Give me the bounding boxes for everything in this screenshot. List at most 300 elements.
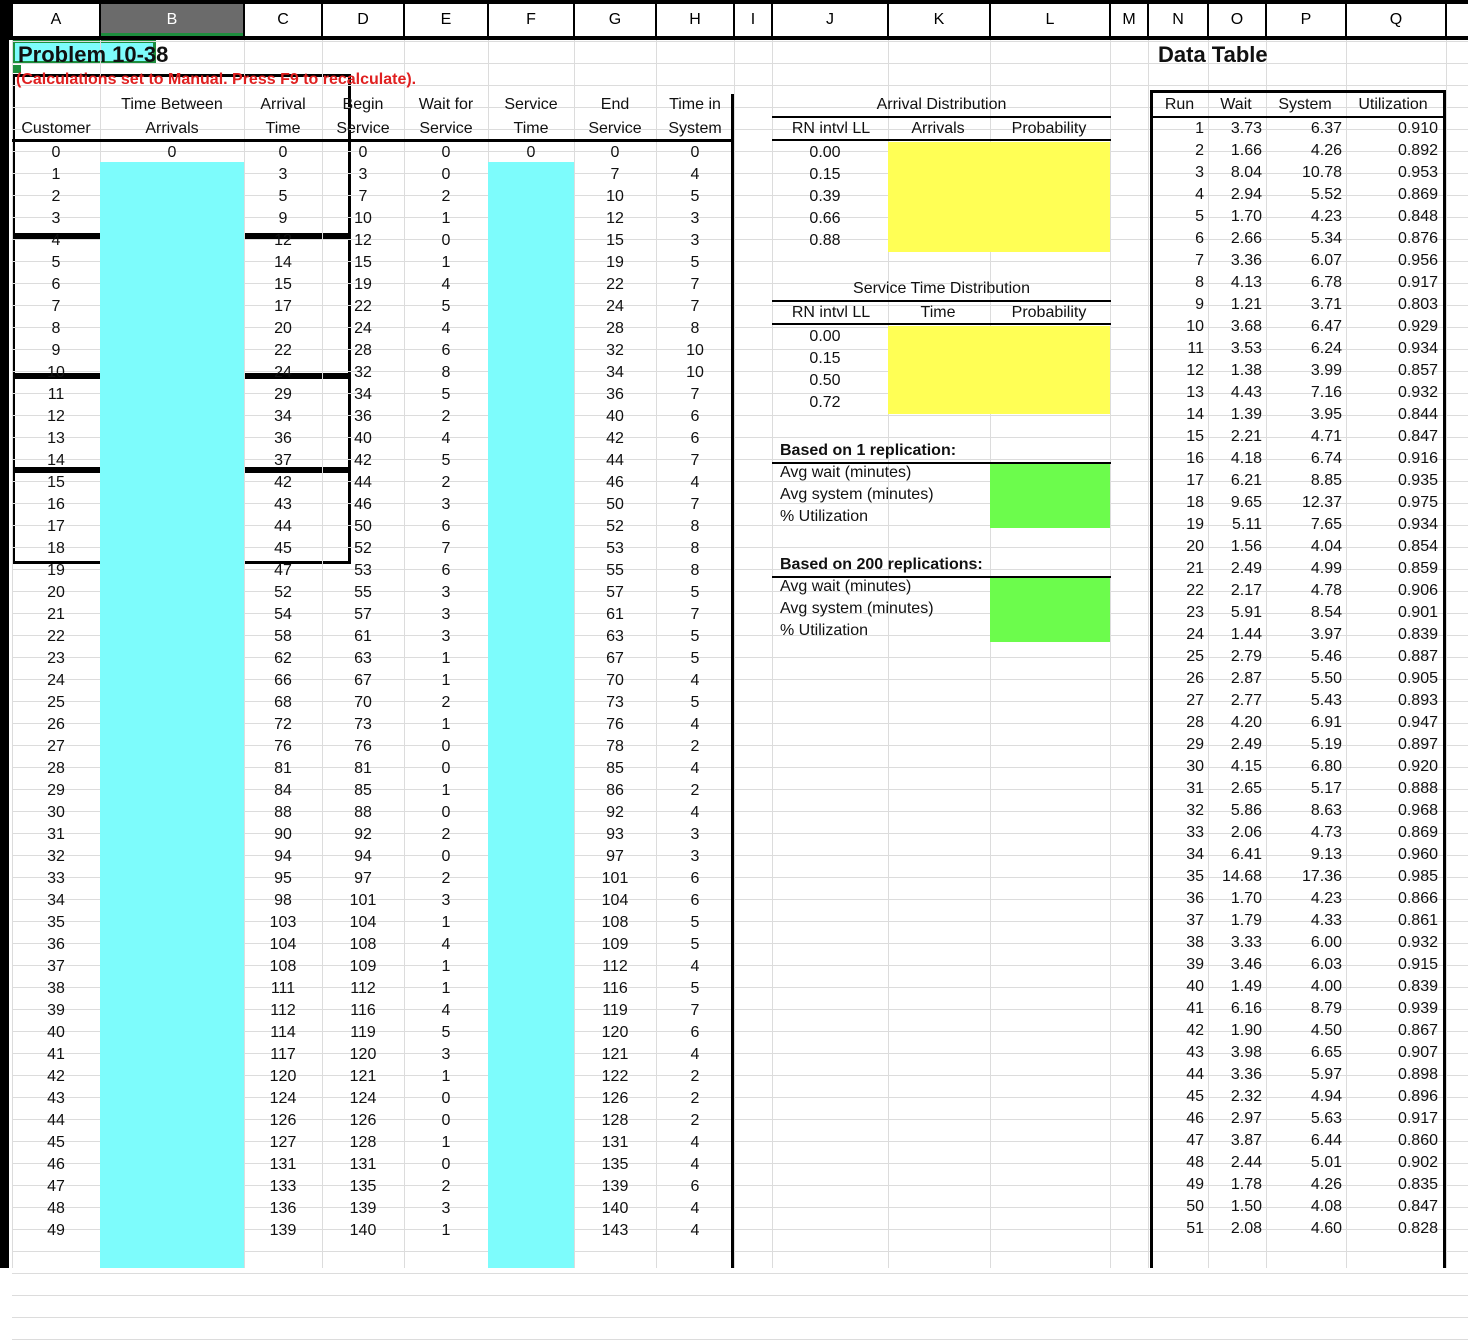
- sim-cell-r39-c3: 116: [350, 1002, 376, 1019]
- arrival-dist-ll-1: 0.15: [809, 166, 841, 183]
- data-table-cell-r8-c0: 9: [1195, 296, 1204, 313]
- data-table-cell-r35-c2: 4.23: [1310, 890, 1342, 907]
- sim-cell-r48-c2: 136: [269, 1200, 297, 1217]
- sim-cell-r17-c0: 17: [47, 518, 65, 535]
- data-table-cell-r10-c1: 3.53: [1230, 340, 1262, 357]
- sim-cell-r9-c4: 6: [441, 342, 451, 359]
- column-header-k[interactable]: K: [889, 4, 989, 36]
- column-header-l[interactable]: L: [991, 4, 1109, 36]
- sim-cell-r13-c3: 40: [354, 430, 372, 447]
- sim-header-bottom-7: System: [668, 120, 722, 137]
- sim-header-top-1: Time Between: [121, 96, 223, 113]
- data-table-cell-r36-c1: 1.79: [1230, 912, 1262, 929]
- sim-cell-r30-c0: 30: [47, 804, 65, 821]
- sim-cell-r42-c2: 120: [269, 1068, 297, 1085]
- column-header-p[interactable]: P: [1267, 4, 1345, 36]
- sim-cell-r10-c3: 32: [354, 364, 372, 381]
- column-header-m[interactable]: M: [1111, 4, 1147, 36]
- sim-cell-r11-c6: 36: [606, 386, 624, 403]
- sim-header-bottom-4: Service: [419, 120, 473, 137]
- sim-cell-r1-c7: 4: [690, 166, 700, 183]
- data-table-cell-r1-c1: 1.66: [1230, 142, 1262, 159]
- data-table-cell-r28-c3: 0.897: [1397, 736, 1438, 753]
- sim-cell-r35-c7: 5: [690, 914, 700, 931]
- sim-cell-r8-c6: 28: [606, 320, 624, 337]
- sim-cell-r6-c3: 19: [354, 276, 372, 293]
- data-table-cell-r15-c1: 4.18: [1230, 450, 1262, 467]
- data-table-cell-r20-c0: 21: [1186, 560, 1204, 577]
- arrival-dist-ll-4: 0.88: [809, 232, 841, 249]
- sim-cell-r10-c2: 24: [274, 364, 292, 381]
- sim-cell-r48-c3: 139: [349, 1200, 377, 1217]
- data-table-cell-r32-c1: 2.06: [1230, 824, 1262, 841]
- sim-cell-r16-c2: 43: [274, 496, 292, 513]
- data-table-cell-r38-c3: 0.915: [1397, 956, 1438, 973]
- data-table-cell-r47-c0: 48: [1186, 1154, 1204, 1171]
- data-table-cell-r13-c2: 3.95: [1310, 406, 1342, 423]
- sim-cell-r33-c0: 33: [47, 870, 65, 887]
- column-header-e[interactable]: E: [405, 4, 487, 36]
- data-table-cell-r29-c3: 0.920: [1397, 758, 1438, 775]
- data-table-cell-r27-c1: 4.20: [1230, 714, 1262, 731]
- sim-cell-r23-c3: 63: [354, 650, 372, 667]
- data-table-cell-r28-c2: 5.19: [1310, 736, 1342, 753]
- data-table-cell-r39-c3: 0.839: [1397, 978, 1438, 995]
- sim-cell-r5-c0: 5: [51, 254, 61, 271]
- data-table-header-3: Utilization: [1358, 96, 1428, 113]
- sim-cell-r31-c7: 3: [690, 826, 700, 843]
- sim-cell-r31-c3: 92: [354, 826, 372, 843]
- data-table-cell-r27-c0: 28: [1186, 714, 1204, 731]
- sim-cell-r36-c6: 109: [601, 936, 629, 953]
- sim-cell-r17-c3: 50: [354, 518, 372, 535]
- data-table-cell-r45-c3: 0.917: [1397, 1110, 1438, 1127]
- data-table-cell-r35-c1: 1.70: [1230, 890, 1262, 907]
- sim-cell-r8-c4: 4: [441, 320, 451, 337]
- data-table-cell-r4-c0: 5: [1195, 208, 1204, 225]
- data-table-cell-r22-c2: 8.54: [1310, 604, 1342, 621]
- sim-cell-r3-c7: 3: [690, 210, 700, 227]
- sim-cell-r37-c0: 37: [47, 958, 65, 975]
- sim-header-top-4: Wait for: [418, 96, 474, 113]
- column-header-c[interactable]: C: [245, 4, 321, 36]
- sim-header-top-3: Begin: [342, 96, 384, 113]
- data-table-cell-r43-c1: 3.36: [1230, 1066, 1262, 1083]
- sim-cell-r43-c0: 43: [47, 1090, 65, 1107]
- data-table-cell-r48-c3: 0.835: [1397, 1176, 1438, 1193]
- sim-cell-r14-c6: 44: [606, 452, 624, 469]
- column-header-o[interactable]: O: [1209, 4, 1265, 36]
- sim-cell-r11-c7: 7: [690, 386, 700, 403]
- service-dist-header-2: Probability: [1011, 304, 1087, 321]
- sim-cell-r18-c3: 52: [354, 540, 372, 557]
- data-table-cell-r26-c0: 27: [1186, 692, 1204, 709]
- data-table-cell-r26-c1: 2.77: [1230, 692, 1262, 709]
- sim-cell-r20-c6: 57: [606, 584, 624, 601]
- data-table-cell-r19-c2: 4.04: [1310, 538, 1342, 555]
- sim-cell-r19-c4: 6: [441, 562, 451, 579]
- data-table-cell-r34-c0: 35: [1186, 868, 1204, 885]
- rep1-output-range: [990, 462, 1110, 528]
- data-table-cell-r11-c0: 12: [1186, 362, 1204, 379]
- sim-cell-r10-c7: 10: [686, 364, 704, 381]
- sim-cell-r5-c6: 19: [606, 254, 624, 271]
- data-table-cell-r0-c0: 1: [1195, 120, 1204, 137]
- sim-cell-r19-c7: 8: [690, 562, 700, 579]
- data-table-cell-r48-c1: 1.78: [1230, 1176, 1262, 1193]
- sim-cell-r15-c7: 4: [690, 474, 700, 491]
- service-dist-ll-1: 0.15: [809, 350, 841, 367]
- data-table-cell-r4-c3: 0.848: [1397, 208, 1438, 225]
- data-table-cell-r47-c2: 5.01: [1310, 1154, 1342, 1171]
- sim-cell-r29-c3: 85: [354, 782, 372, 799]
- column-header-n[interactable]: N: [1149, 4, 1207, 36]
- data-table-cell-r47-c1: 2.44: [1230, 1154, 1262, 1171]
- column-header-f[interactable]: F: [489, 4, 573, 36]
- data-table-cell-r5-c2: 5.34: [1310, 230, 1342, 247]
- sim-cell-r3-c4: 1: [441, 210, 451, 227]
- sim-cell-r28-c2: 81: [274, 760, 292, 777]
- rep1-title: Based on 1 replication:: [780, 442, 957, 459]
- sim-cell-r6-c0: 6: [51, 276, 61, 293]
- sim-cell-r23-c4: 1: [441, 650, 451, 667]
- sim-cell-r43-c3: 124: [349, 1090, 377, 1107]
- column-header-a[interactable]: A: [13, 4, 99, 36]
- data-table-cell-r39-c1: 1.49: [1230, 978, 1262, 995]
- data-table-cell-r11-c3: 0.857: [1397, 362, 1438, 379]
- data-table-cell-r8-c3: 0.803: [1397, 296, 1438, 313]
- column-header-j[interactable]: J: [773, 4, 887, 36]
- data-table-cell-r30-c1: 2.65: [1230, 780, 1262, 797]
- sim-cell-r9-c3: 28: [354, 342, 372, 359]
- sim-cell-r20-c7: 5: [690, 584, 700, 601]
- sim-cell-r34-c7: 6: [690, 892, 700, 909]
- sim-cell-r19-c3: 53: [354, 562, 372, 579]
- sim-cell-r48-c6: 140: [601, 1200, 629, 1217]
- data-table-header-2: System: [1278, 96, 1332, 113]
- sim-cell-r22-c4: 3: [441, 628, 451, 645]
- data-table-cell-r34-c1: 14.68: [1221, 868, 1262, 885]
- sim-cell-r17-c2: 44: [274, 518, 292, 535]
- sim-cell-r34-c2: 98: [274, 892, 292, 909]
- data-table-cell-r1-c3: 0.892: [1397, 142, 1438, 159]
- data-table-cell-r17-c1: 9.65: [1230, 494, 1262, 511]
- sim-cell-r7-c3: 22: [354, 298, 372, 315]
- gridline-horizontal: [12, 1317, 1468, 1318]
- sim-cell-r12-c0: 12: [47, 408, 65, 425]
- arrival-dist-ll-3: 0.66: [809, 210, 841, 227]
- sim-cell-r11-c4: 5: [441, 386, 451, 403]
- sim-cell-r19-c6: 55: [606, 562, 624, 579]
- data-table-cell-r24-c3: 0.887: [1397, 648, 1438, 665]
- sim-cell-r4-c7: 3: [690, 232, 700, 249]
- data-table-cell-r44-c3: 0.896: [1397, 1088, 1438, 1105]
- sim-cell-r14-c0: 14: [47, 452, 65, 469]
- sim-cell-r38-c7: 5: [690, 980, 700, 997]
- column-header-g[interactable]: G: [575, 4, 655, 36]
- sim-cell-r20-c0: 20: [47, 584, 65, 601]
- data-table-cell-r17-c0: 18: [1186, 494, 1204, 511]
- sim-cell-r32-c0: 32: [47, 848, 65, 865]
- sim-cell-r47-c0: 47: [47, 1178, 65, 1195]
- data-table-cell-r42-c1: 3.98: [1230, 1044, 1262, 1061]
- data-table-cell-r10-c2: 6.24: [1310, 340, 1342, 357]
- data-table-cell-r19-c3: 0.854: [1397, 538, 1438, 555]
- sim-cell-r1-c2: 3: [278, 166, 288, 183]
- data-table-cell-r27-c2: 6.91: [1310, 714, 1342, 731]
- sim-cell-r18-c6: 53: [606, 540, 624, 557]
- data-table-cell-r21-c2: 4.78: [1310, 582, 1342, 599]
- arrival-dist-ll-0: 0.00: [809, 144, 841, 161]
- data-table-cell-r36-c2: 4.33: [1310, 912, 1342, 929]
- sim-cell-r22-c7: 5: [690, 628, 700, 645]
- data-table-cell-r11-c1: 1.38: [1230, 362, 1262, 379]
- sim-cell-r44-c4: 0: [441, 1112, 451, 1129]
- sim-cell-r49-c2: 139: [269, 1222, 297, 1239]
- sim-cell-r42-c6: 122: [601, 1068, 629, 1085]
- sim-cell-r41-c6: 121: [601, 1046, 629, 1063]
- sim-cell-r46-c2: 131: [269, 1156, 297, 1173]
- sim-cell-r30-c4: 0: [441, 804, 451, 821]
- sim-cell-r16-c4: 3: [441, 496, 451, 513]
- sim-header-top-2: Arrival: [260, 96, 306, 113]
- data-table-cell-r14-c3: 0.847: [1397, 428, 1438, 445]
- data-table-cell-r6-c1: 3.36: [1230, 252, 1262, 269]
- sim-cell-r33-c4: 2: [441, 870, 451, 887]
- sim-cell-r40-c7: 6: [690, 1024, 700, 1041]
- sim-cell-r45-c0: 45: [47, 1134, 65, 1151]
- sim-cell-r35-c6: 108: [601, 914, 629, 931]
- service-dist-ll-3: 0.72: [809, 394, 841, 411]
- service-dist-input-range[interactable]: [888, 326, 1110, 414]
- data-table-cell-r15-c2: 6.74: [1310, 450, 1342, 467]
- data-table-cell-r49-c2: 4.08: [1310, 1198, 1342, 1215]
- sim-cell-r36-c2: 104: [269, 936, 297, 953]
- sim-cell-r26-c7: 4: [690, 716, 700, 733]
- sim-cell-r9-c0: 9: [51, 342, 61, 359]
- sim-cell-r13-c2: 36: [274, 430, 292, 447]
- sim-cell-r14-c3: 42: [354, 452, 372, 469]
- sim-cell-r19-c0: 19: [47, 562, 65, 579]
- sim-cell-r5-c2: 14: [274, 254, 292, 271]
- column-header-h[interactable]: H: [657, 4, 733, 36]
- data-table-cell-r41-c0: 42: [1186, 1022, 1204, 1039]
- data-table-cell-r50-c1: 2.08: [1230, 1220, 1262, 1237]
- data-table-cell-r16-c0: 17: [1186, 472, 1204, 489]
- sim-cell-r5-c7: 5: [690, 254, 700, 271]
- row-header-strip: [0, 40, 9, 1268]
- column-header-bar: [0, 0, 1468, 40]
- data-table-cell-r28-c1: 2.49: [1230, 736, 1262, 753]
- sim-cell-r44-c2: 126: [269, 1112, 297, 1129]
- data-table-cell-r5-c0: 6: [1195, 230, 1204, 247]
- sim-cell-r28-c7: 4: [690, 760, 700, 777]
- sim-cell-r22-c6: 63: [606, 628, 624, 645]
- data-table-cell-r49-c3: 0.847: [1397, 1198, 1438, 1215]
- data-table-cell-r30-c2: 5.17: [1310, 780, 1342, 797]
- sim-cell-r48-c4: 3: [441, 1200, 451, 1217]
- data-table-cell-r11-c2: 3.99: [1310, 362, 1342, 379]
- sim-cell-r31-c4: 2: [441, 826, 451, 843]
- sim-cell-r5-c4: 1: [441, 254, 451, 271]
- data-table-cell-r44-c0: 45: [1186, 1088, 1204, 1105]
- data-table-cell-r48-c2: 4.26: [1310, 1176, 1342, 1193]
- column-header-d[interactable]: D: [323, 4, 403, 36]
- sim-cell-r46-c4: 0: [441, 1156, 451, 1173]
- sim-cell-r22-c3: 61: [354, 628, 372, 645]
- sim-cell-r14-c4: 5: [441, 452, 451, 469]
- sim-cell-r32-c4: 0: [441, 848, 451, 865]
- data-table-cell-r45-c0: 46: [1186, 1110, 1204, 1127]
- sim-cell-r20-c3: 55: [354, 584, 372, 601]
- column-header-b[interactable]: B: [101, 4, 243, 36]
- data-table-cell-r23-c3: 0.839: [1397, 626, 1438, 643]
- sim-cell-r14-c2: 37: [274, 452, 292, 469]
- sim-cell-r18-c0: 18: [47, 540, 65, 557]
- sim-cell-r21-c4: 3: [441, 606, 451, 623]
- service-dist-ll-0: 0.00: [809, 328, 841, 345]
- sim-cell-r26-c3: 73: [354, 716, 372, 733]
- data-table-cell-r35-c3: 0.866: [1397, 890, 1438, 907]
- sim-cell-r47-c6: 139: [601, 1178, 629, 1195]
- data-table-cell-r20-c3: 0.859: [1397, 560, 1438, 577]
- data-table-cell-r1-c2: 4.26: [1310, 142, 1342, 159]
- sim-cell-r49-c7: 4: [690, 1222, 700, 1239]
- sim-cell-r8-c2: 20: [274, 320, 292, 337]
- sim-cell-r25-c3: 70: [354, 694, 372, 711]
- sim-cell-r21-c6: 61: [606, 606, 624, 623]
- data-table-cell-r18-c2: 7.65: [1310, 516, 1342, 533]
- data-table-cell-r18-c0: 19: [1186, 516, 1204, 533]
- sim-cell-r15-c3: 44: [354, 474, 372, 491]
- data-table-cell-r38-c2: 6.03: [1310, 956, 1342, 973]
- sim-cell-r27-c6: 78: [606, 738, 624, 755]
- sim-cell-r13-c7: 6: [690, 430, 700, 447]
- sim-cell-r38-c3: 112: [350, 980, 376, 997]
- data-table-cell-r43-c3: 0.898: [1397, 1066, 1438, 1083]
- data-table-cell-r2-c3: 0.953: [1397, 164, 1438, 181]
- sim-cell-r0-c1: 0: [167, 144, 177, 161]
- arrival-dist-ll-2: 0.39: [809, 188, 841, 205]
- data-table-cell-r12-c1: 4.43: [1230, 384, 1262, 401]
- data-table-cell-r6-c2: 6.07: [1310, 252, 1342, 269]
- sim-cell-r6-c2: 15: [274, 276, 292, 293]
- data-table-cell-r38-c1: 3.46: [1230, 956, 1262, 973]
- data-table-cell-r31-c2: 8.63: [1310, 802, 1342, 819]
- sim-cell-r7-c4: 5: [441, 298, 451, 315]
- data-table-cell-r24-c0: 25: [1186, 648, 1204, 665]
- recalculate-note: (Calculations set to Manual. Press F9 to recalculate).: [16, 71, 417, 88]
- sim-cell-r32-c6: 97: [606, 848, 624, 865]
- sim-cell-r2-c7: 5: [690, 188, 700, 205]
- sim-header-bottom-0: Customer: [21, 120, 91, 137]
- sim-cell-r48-c7: 4: [690, 1200, 700, 1217]
- sim-header-bottom-6: Service: [588, 120, 642, 137]
- data-table-cell-r46-c2: 6.44: [1310, 1132, 1342, 1149]
- sim-cell-r17-c7: 8: [690, 518, 700, 535]
- sim-cell-r17-c6: 52: [606, 518, 624, 535]
- sim-header-top-6: End: [600, 96, 630, 113]
- sim-cell-r34-c3: 101: [349, 892, 377, 909]
- data-table-cell-r9-c1: 3.68: [1230, 318, 1262, 335]
- sim-cell-r25-c7: 5: [690, 694, 700, 711]
- sim-cell-r12-c4: 2: [441, 408, 451, 425]
- sim-cell-r45-c4: 1: [441, 1134, 451, 1151]
- sim-cell-r29-c2: 84: [274, 782, 292, 799]
- sim-cell-r12-c2: 34: [274, 408, 292, 425]
- worksheet-grid[interactable]: [12, 40, 1468, 1268]
- sim-cell-r27-c7: 2: [690, 738, 700, 755]
- data-table-cell-r49-c1: 1.50: [1230, 1198, 1262, 1215]
- sim-cell-r6-c7: 7: [690, 276, 700, 293]
- data-table-cell-r43-c2: 5.97: [1310, 1066, 1342, 1083]
- data-table-title: Data Table: [1158, 42, 1268, 67]
- data-table-cell-r42-c2: 6.65: [1310, 1044, 1342, 1061]
- data-table-right-border: [1443, 90, 1446, 1268]
- input-range-service-time[interactable]: [488, 162, 574, 1268]
- data-table-cell-r33-c2: 9.13: [1310, 846, 1342, 863]
- data-table-cell-r27-c3: 0.947: [1397, 714, 1438, 731]
- data-table-cell-r16-c3: 0.935: [1397, 472, 1438, 489]
- input-range-time-between-arrivals[interactable]: [100, 162, 244, 1268]
- sim-cell-r6-c4: 4: [441, 276, 451, 293]
- data-table-cell-r42-c0: 43: [1186, 1044, 1204, 1061]
- column-header-r[interactable]: [1447, 4, 1468, 36]
- sim-cell-r43-c4: 0: [441, 1090, 451, 1107]
- sim-cell-r16-c0: 16: [47, 496, 65, 513]
- sim-cell-r12-c6: 40: [606, 408, 624, 425]
- data-table-cell-r16-c1: 6.21: [1230, 472, 1262, 489]
- sim-cell-r2-c2: 5: [278, 188, 288, 205]
- sim-cell-r16-c3: 46: [354, 496, 372, 513]
- service-dist-header-1: Time: [920, 304, 956, 321]
- data-table-cell-r30-c0: 31: [1186, 780, 1204, 797]
- column-header-i[interactable]: I: [735, 4, 771, 36]
- sim-cell-r21-c2: 54: [274, 606, 292, 623]
- data-table-cell-r21-c1: 2.17: [1230, 582, 1262, 599]
- data-table-cell-r31-c3: 0.968: [1397, 802, 1438, 819]
- sim-cell-r36-c0: 36: [47, 936, 65, 953]
- gridline-vertical: [772, 40, 773, 1268]
- sim-cell-r25-c2: 68: [274, 694, 292, 711]
- sim-cell-r0-c3: 0: [358, 144, 368, 161]
- data-table-cell-r38-c0: 39: [1186, 956, 1204, 973]
- data-table-cell-r36-c3: 0.861: [1397, 912, 1438, 929]
- data-table-cell-r41-c2: 4.50: [1310, 1022, 1342, 1039]
- arrival-dist-input-range[interactable]: [888, 142, 1110, 252]
- sim-cell-r26-c6: 76: [606, 716, 624, 733]
- data-table-cell-r36-c0: 37: [1186, 912, 1204, 929]
- service-dist-header-0: RN intvl LL: [791, 304, 871, 321]
- data-table-cell-r7-c3: 0.917: [1397, 274, 1438, 291]
- sim-cell-r29-c4: 1: [441, 782, 451, 799]
- sim-cell-r44-c3: 126: [349, 1112, 377, 1129]
- sim-cell-r35-c2: 103: [269, 914, 297, 931]
- data-table-cell-r47-c3: 0.902: [1397, 1154, 1438, 1171]
- sim-cell-r32-c3: 94: [354, 848, 372, 865]
- sim-cell-r34-c4: 3: [441, 892, 451, 909]
- data-table-cell-r45-c1: 2.97: [1230, 1110, 1262, 1127]
- sim-cell-r28-c0: 28: [47, 760, 65, 777]
- data-table-cell-r16-c2: 8.85: [1310, 472, 1342, 489]
- sim-cell-r4-c3: 12: [354, 232, 372, 249]
- data-table-cell-r32-c0: 33: [1186, 824, 1204, 841]
- sim-cell-r38-c0: 38: [47, 980, 65, 997]
- column-header-q[interactable]: Q: [1347, 4, 1445, 36]
- sim-cell-r39-c0: 39: [47, 1002, 65, 1019]
- sim-cell-r35-c4: 1: [441, 914, 451, 931]
- sim-cell-r6-c6: 22: [606, 276, 624, 293]
